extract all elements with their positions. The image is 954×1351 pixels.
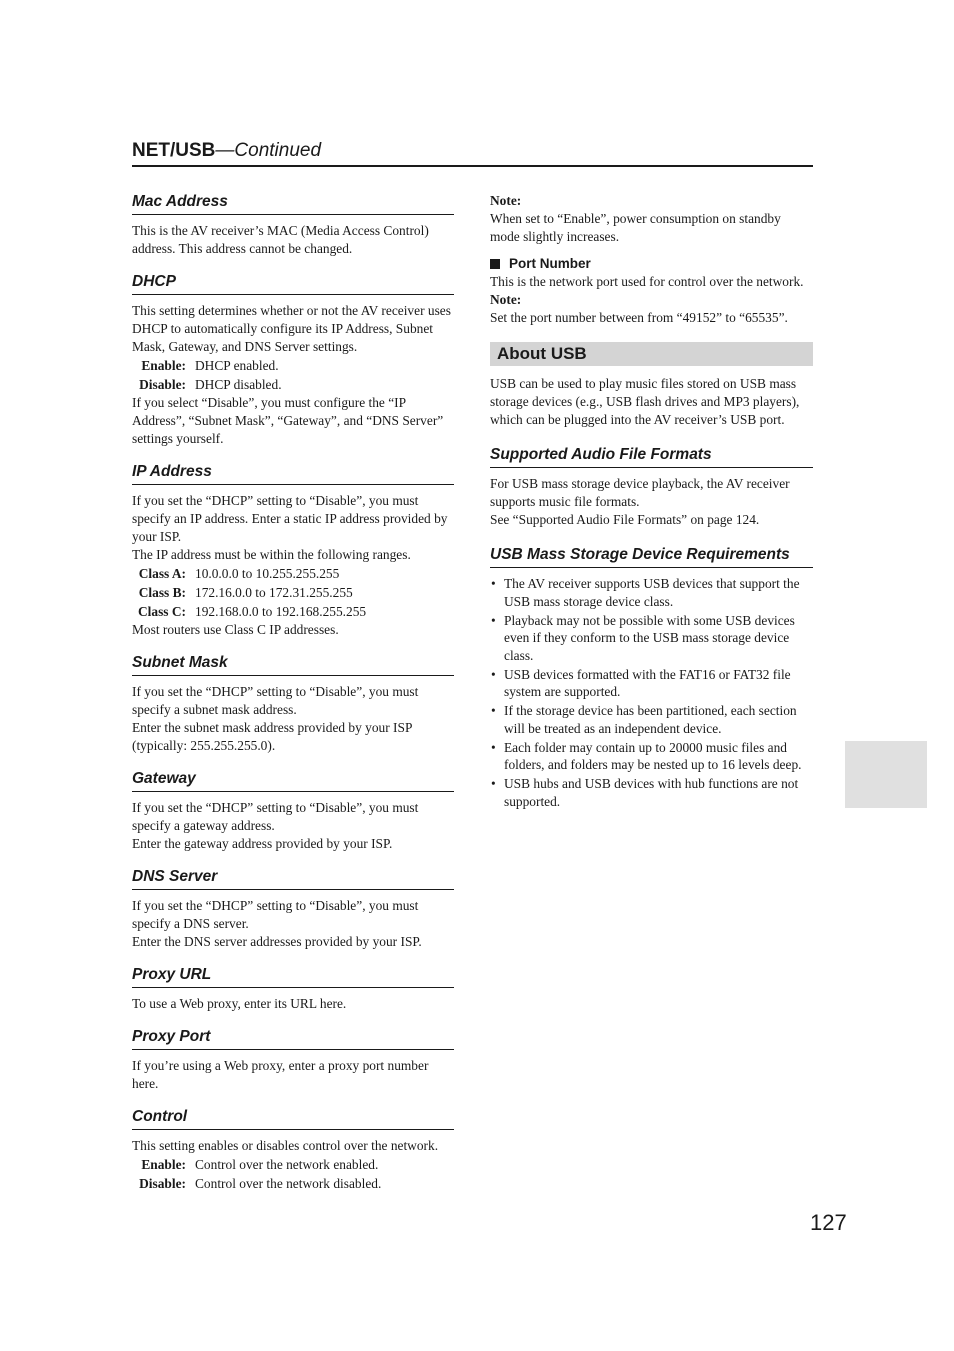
option-value: DHCP disabled. (195, 377, 282, 392)
right-column (490, 192, 813, 812)
section-text: If you set the “DHCP” setting to “Disable”, you must specify a gateway address. (132, 800, 419, 833)
note-text: When set to “Enable”, power consumption on standby mode slightly increases. (490, 211, 781, 244)
list-item-text: The AV receiver supports USB devices that support the USB mass storage device class. (504, 576, 800, 609)
section-text: If you’re using a Web proxy, enter a proxy port number here. (132, 1058, 429, 1091)
section-text: If you set the “DHCP” setting to “Disable”, you must specify a DNS server. (132, 898, 419, 931)
section-title: Proxy Port (132, 1027, 454, 1050)
list-item (490, 739, 813, 774)
header-title-bold: NET/USB (132, 140, 216, 161)
section-title: Subnet Mask (132, 653, 454, 676)
bullet-icon: • (491, 612, 496, 628)
bullet-icon: • (491, 666, 496, 682)
section-title: Proxy URL (132, 965, 454, 988)
list-item-text: If the storage device has been partitioned, each section will be treated as an independent device. (504, 703, 797, 736)
bullet-icon: • (491, 576, 496, 591)
requirements-list (490, 575, 813, 810)
option-value: 192.168.0.0 to 192.168.255.255 (195, 604, 367, 619)
list-item (490, 775, 813, 810)
section-text: For USB mass storage device playback, the AV receiver supports music file formats. (490, 476, 790, 509)
header-rule (132, 165, 813, 167)
chapter-tab-marker (845, 741, 927, 808)
list-item-text: USB devices formatted with the FAT16 or FAT32 file system are supported. (504, 666, 791, 699)
section-text: If you select “Disable”, you must configure the “IP Address”, “Subnet Mask”, “Gateway”, and “DNS Server” settings yourself. (132, 395, 444, 446)
option-value: Control over the network disabled. (195, 1176, 382, 1191)
section-text: See “Supported Audio File Formats” on page 124. (490, 512, 760, 527)
bullet-icon: • (491, 739, 496, 755)
option-value: 10.0.0.0 to 10.255.255.255 (195, 566, 340, 581)
option-row (132, 375, 454, 394)
list-item-text: USB hubs and USB devices with hub functions are not supported. (504, 776, 799, 809)
section-proxy-port (132, 1027, 454, 1093)
section-title: IP Address (132, 462, 454, 485)
list-item (490, 702, 813, 737)
square-bullet-icon (490, 259, 500, 269)
option-key: Disable: (139, 1176, 186, 1191)
option-key: Class A: (138, 566, 186, 581)
section-title: Mac Address (132, 192, 454, 215)
section-mac-address (132, 192, 454, 258)
section-ip-address (132, 462, 454, 639)
section-subnet-mask (132, 653, 454, 755)
option-value: Control over the network enabled. (195, 1157, 379, 1172)
section-text: If you set the “DHCP” setting to “Disable”, you must specify a subnet mask address. (132, 684, 419, 717)
section-text: Most routers use Class C IP addresses. (132, 622, 339, 637)
section-text: This is the network port used for control over the network. (490, 274, 804, 289)
section-text: To use a Web proxy, enter its URL here. (132, 996, 347, 1011)
option-key: Enable: (141, 358, 186, 373)
list-item-text: Playback may not be possible with some USB devices even if they conform to the USB mass storage device class. (504, 612, 795, 663)
section-text: Enter the subnet mask address provided by your ISP (typically: 255.255.255.0). (132, 720, 412, 753)
section-supported-formats (490, 445, 813, 529)
option-key: Class B: (138, 585, 186, 600)
option-row (132, 356, 454, 375)
section-dhcp (132, 272, 454, 448)
option-row (132, 564, 454, 583)
port-number-title (490, 255, 813, 273)
section-title: Supported Audio File Formats (490, 445, 813, 468)
note-text: Set the port number between from “49152” to “65535”. (490, 310, 788, 325)
note-label: Note: (490, 292, 522, 307)
section-title: DNS Server (132, 867, 454, 890)
section-text: Enter the gateway address provided by your ISP. (132, 836, 393, 851)
note-standby (490, 192, 813, 246)
section-dns-server (132, 867, 454, 951)
option-key: Enable: (141, 1157, 186, 1172)
section-port-number (490, 255, 813, 327)
option-key: Disable: (139, 377, 186, 392)
about-usb-heading: About USB (490, 342, 813, 366)
section-title: USB Mass Storage Device Requirements (490, 545, 813, 568)
section-text: This setting determines whether or not the AV receiver uses DHCP to automatically configure its IP Address, Subnet Mask, Gateway, and DNS Server settings. (132, 303, 451, 354)
left-column (132, 192, 454, 1193)
section-text: Enter the DNS server addresses provided by your ISP. (132, 934, 422, 949)
option-row (132, 1174, 454, 1193)
about-usb-text: USB can be used to play music files stored on USB mass storage devices (e.g., USB flash drives and MP3 players), which can be plugged into the AV receiver’s USB port. (490, 376, 800, 427)
section-title: Gateway (132, 769, 454, 792)
port-number-title-text: Port Number (509, 256, 591, 271)
page-number: 127 (810, 1210, 847, 1235)
section-text: If you set the “DHCP” setting to “Disable”, you must specify an IP address. Enter a static IP address provided by your ISP. (132, 493, 448, 544)
option-value: 172.16.0.0 to 172.31.255.255 (195, 585, 353, 600)
list-item (490, 575, 813, 610)
section-control (132, 1107, 454, 1193)
section-text: This is the AV receiver’s MAC (Media Access Control) address. This address cannot be changed. (132, 223, 429, 256)
section-usb-requirements (490, 545, 813, 810)
list-item (490, 612, 813, 665)
section-title: DHCP (132, 272, 454, 295)
list-item-text: Each folder may contain up to 20000 music files and folders, and folders may be nested up to 16 levels deep. (504, 739, 802, 772)
page-header (132, 139, 813, 163)
header-title-italic: —Continued (215, 140, 322, 161)
section-proxy-url (132, 965, 454, 1013)
list-item (490, 666, 813, 701)
note-label: Note: (490, 193, 522, 208)
option-key: Class C: (138, 604, 186, 619)
bullet-icon: • (491, 776, 496, 791)
section-gateway (132, 769, 454, 853)
option-row (132, 602, 454, 621)
option-value: DHCP enabled. (195, 358, 279, 373)
section-text: This setting enables or disables control over the network. (132, 1138, 439, 1153)
page-header-title (132, 139, 813, 163)
bullet-icon: • (491, 703, 496, 718)
section-text: The IP address must be within the following ranges. (132, 547, 411, 562)
section-title: Control (132, 1107, 454, 1130)
option-row (132, 1155, 454, 1174)
option-row (132, 583, 454, 602)
